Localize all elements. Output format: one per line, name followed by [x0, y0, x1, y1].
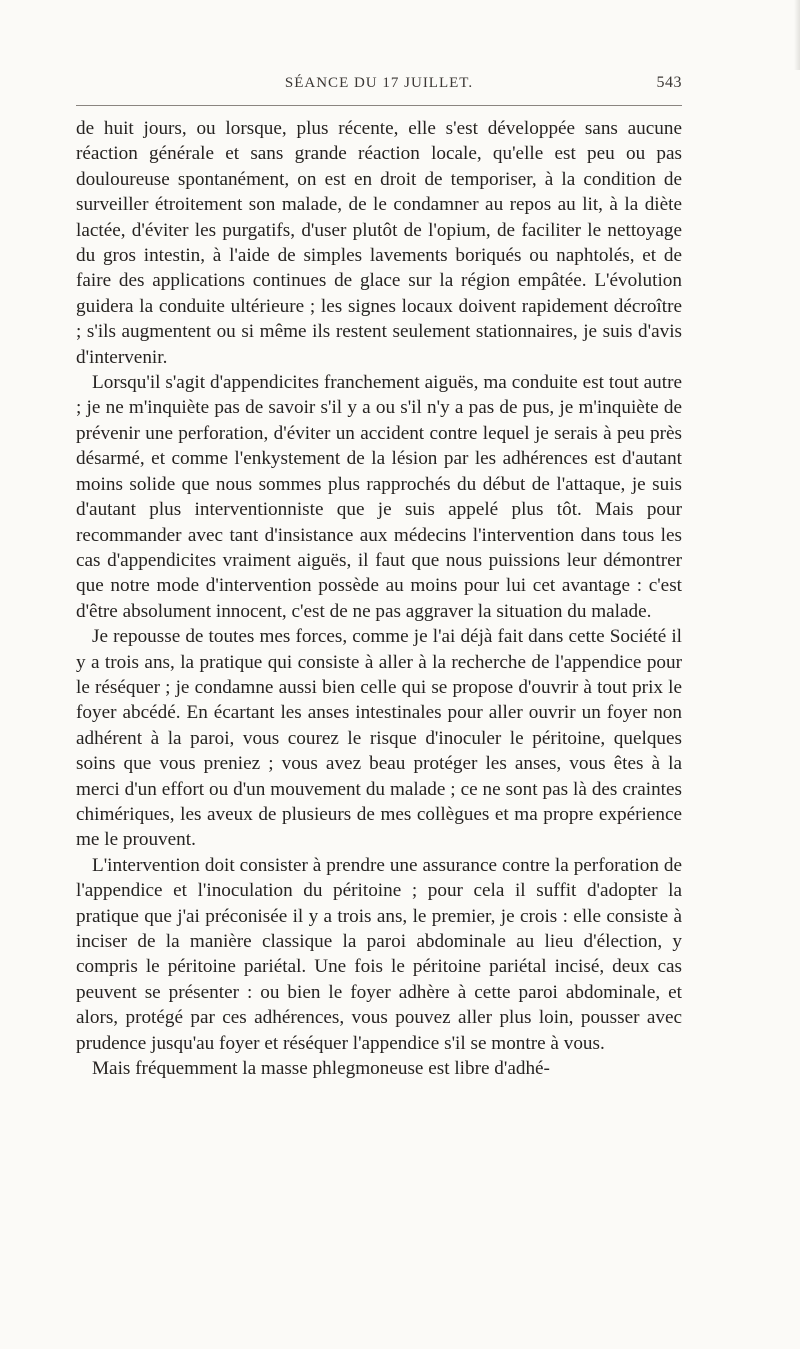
paragraph-je-repousse: Je repousse de toutes mes forces, comme je l'ai déjà fait dans cette Société il y a trois ans, la pratique qui consiste à aller à la recherche de l'appendice pour le réséquer ; je condamne aussi bien celle qui se propose d'ouvrir à tout prix le foyer abcédé. En écartant les anses intestinales pour aller ouvrir un foyer non adhérent à la paroi, vous courez le risque d'inoculer le péritoine, quelques soins que vous preniez ; vous avez beau protéger les anses, vous êtes à la merci d'un effort ou d'un mouvement du malade ; ce ne sont pas là des craintes chimériques, les aveux de plusieurs de mes collègues et ma propre expérience me le prouvent.	[76, 626, 682, 851]
page-number: 543	[656, 74, 682, 91]
paragraph-intervention: L'intervention doit consister à prendre une assurance contre la perforation de l'appendice et l'inoculation du péritoine ; pour cela il suffit d'adopter la pratique que j'ai préconisée il y a trois ans, le premier, je crois : elle consiste à inciser de la manière classique la paroi abdominale au lieu d'élection, y compris le péritoine pariétal. Une fois le péritoine pariétal incisé, deux cas peuvent se présenter : ou bien le foyer adhère à cette paroi abdominale, et alors, protégé par ces adhérences, vous pouvez aller plus loin, pousser avec prudence jusqu'au foyer et réséquer l'appendice s'il se montre à vous.	[76, 854, 682, 1054]
page-edge-shadow	[794, 0, 800, 70]
paragraph-appendicites-aigues: Lorsqu'il s'agit d'appendicites franchement aiguës, ma conduite est tout autre ; je ne m'inquiète pas de savoir s'il y a ou s'il n'y a pas de pus, je m'inquiète de prévenir une perforation, d'éviter un accident contre lequel je serais à peu près désarmé, et comme l'enkystement de la lésion par les adhérences est d'autant moins solide que nous sommes plus rapprochés du début de l'attaque, je suis d'autant plus interventionniste que je suis appelé plus tôt. Mais pour recommander avec tant d'insistance aux médecins l'intervention dans tous les cas d'appendicites vraiment aiguës, il faut que nous puissions leur démontrer que notre mode d'intervention possède au moins pour lui cet avantage : c'est d'être absolument innocent, c'est de ne pas aggraver la situation du malade.	[76, 372, 682, 622]
paragraph-final-fragment: Mais fréquemment la masse phlegmoneuse est libre d'adhé-	[92, 1058, 550, 1080]
running-head	[76, 75, 682, 99]
body-text	[76, 116, 682, 1081]
header-rule	[76, 105, 682, 106]
paragraph-continued: de huit jours, ou lorsque, plus récente, elle s'est développée sans aucune réaction générale et sans grande réaction locale, qu'elle est peu ou pas douloureuse spontanément, on est en droit de temporiser, à la condition de surveiller étroitement son malade, de le condamner au repos au lit, à la diète lactée, d'éviter les purgatifs, d'user plutôt de l'opium, de faciliter le nettoyage du gros intestin, à l'aide de simples lavements boriqués ou naphtolés, et de faire des applications continues de glace sur la région empâtée. L'évolution guidera la conduite ultérieure ; les signes locaux doivent rapidement décroître ; s'ils augmentent ou si même ils restent seulement stationnaires, je suis d'avis d'intervenir.	[76, 118, 682, 368]
running-head-title: SÉANCE DU 17 JUILLET.	[284, 75, 474, 91]
